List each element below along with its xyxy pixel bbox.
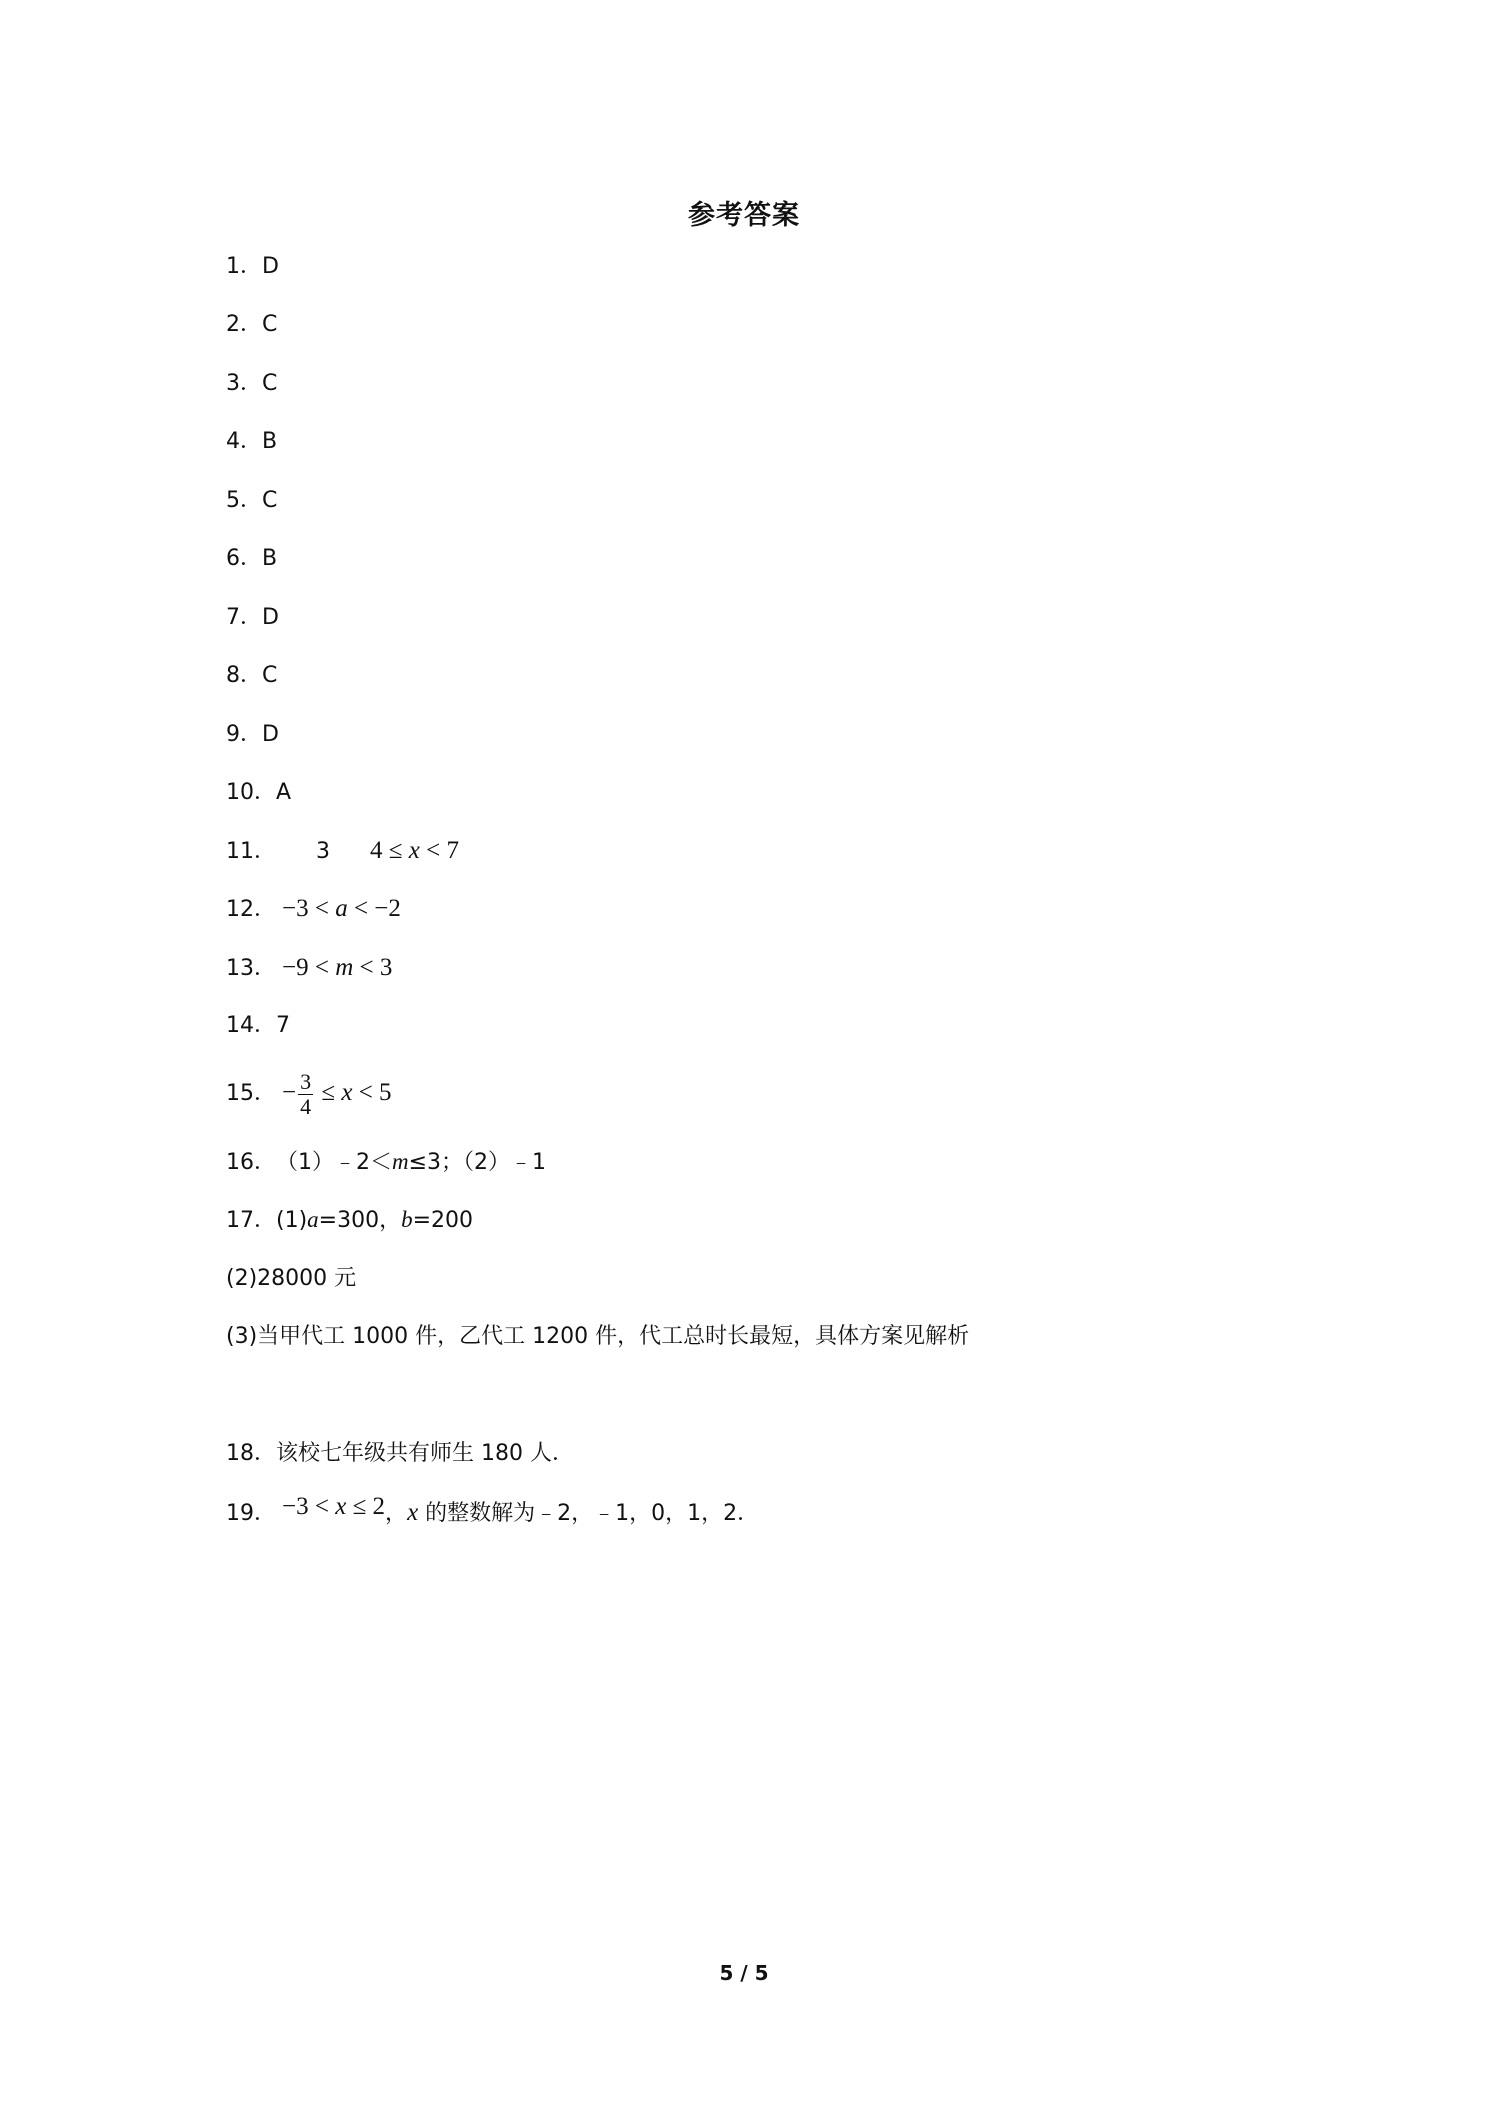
answer-number: 1． xyxy=(226,254,262,279)
answer-number: 18． xyxy=(226,1441,276,1466)
answer-number: 19． xyxy=(226,1501,276,1526)
answer-17-line-3: (3)当甲代工 1000 件，乙代工 1200 件，代工总时长最短，具体方案见解析 xyxy=(226,1324,970,1349)
answer-number: 4． xyxy=(226,429,262,454)
answer-text: D xyxy=(262,605,279,630)
fraction: $\frac{3}{4}$ xyxy=(300,1068,312,1119)
answer-text: C xyxy=(262,312,278,337)
answer-6 xyxy=(226,544,277,574)
answer-text: A xyxy=(276,780,292,805)
answer-19: 19． −3 < x ≤ 2，x 的整数解为﹣2，﹣1，0，1，2． xyxy=(226,1498,759,1529)
answer-3 xyxy=(226,369,277,399)
answer-13-inequality: −9 < m < 3 xyxy=(282,954,393,981)
answer-7 xyxy=(226,603,279,633)
answer-10 xyxy=(226,778,291,808)
answer-number: 3． xyxy=(226,371,262,396)
answer-text: C xyxy=(262,663,278,688)
answer-11-blank-2: 4 ≤ x < 7 xyxy=(370,837,459,864)
answer-number: 13． xyxy=(226,956,276,981)
page-number: 5 / 5 xyxy=(719,1961,769,1985)
answer-17-line-1: 17．(1)a=300，b=200 xyxy=(226,1205,473,1236)
answer-4 xyxy=(226,427,277,457)
answer-11-blank-1: 3 xyxy=(316,839,330,864)
answer-text: B xyxy=(262,546,278,571)
answer-19-inequality: −3 < x ≤ 2 xyxy=(282,1493,386,1520)
answer-16-part-2: ≤3；（2）﹣1 xyxy=(408,1150,547,1175)
answer-text: 该校七年级共有师生 180 人． xyxy=(276,1441,574,1466)
answer-number: 15． xyxy=(226,1081,276,1106)
answer-8 xyxy=(226,661,277,691)
answer-5 xyxy=(226,486,277,516)
answer-2 xyxy=(226,310,277,340)
answer-number: 5． xyxy=(226,488,262,513)
answer-1 xyxy=(226,252,279,282)
answer-text: 的整数解为﹣2，﹣1，0，1，2． xyxy=(418,1501,760,1526)
page-title: 参考答案 xyxy=(688,200,800,231)
answer-12-inequality: −3 < a < −2 xyxy=(282,895,401,922)
answer-number: 8． xyxy=(226,663,262,688)
answer-number: 6． xyxy=(226,546,262,571)
answer-text: C xyxy=(262,488,278,513)
answer-number: 7． xyxy=(226,605,262,630)
answer-text: B xyxy=(262,429,278,454)
answer-15 xyxy=(226,1063,392,1123)
answer-text: C xyxy=(262,371,278,396)
answer-16-variable: m xyxy=(392,1149,409,1174)
answer-9 xyxy=(226,720,279,750)
answer-16-part-1: （1）﹣2＜ xyxy=(276,1150,392,1175)
answer-13 xyxy=(226,953,392,984)
answer-15-inequality: − $\frac{3}{4}$ ≤ x < 5 xyxy=(282,1068,392,1119)
answer-number: 12． xyxy=(226,897,276,922)
answer-16 xyxy=(226,1147,546,1178)
answer-11 xyxy=(226,836,459,867)
answer-17-line-2: (2)28000 元 xyxy=(226,1266,357,1291)
answer-text: D xyxy=(262,722,279,747)
answer-18 xyxy=(226,1439,574,1469)
answer-number: 2． xyxy=(226,312,262,337)
answer-12 xyxy=(226,894,401,925)
answer-number: 10． xyxy=(226,780,276,805)
answer-number: 14． xyxy=(226,1013,276,1038)
answer-number: 17． xyxy=(226,1208,276,1233)
answer-14 xyxy=(226,1011,290,1041)
answer-text: 7 xyxy=(276,1013,290,1038)
answer-number: 9． xyxy=(226,722,262,747)
answer-text: D xyxy=(262,254,279,279)
answer-number: 16． xyxy=(226,1150,276,1175)
answer-number: 11． xyxy=(226,839,276,864)
